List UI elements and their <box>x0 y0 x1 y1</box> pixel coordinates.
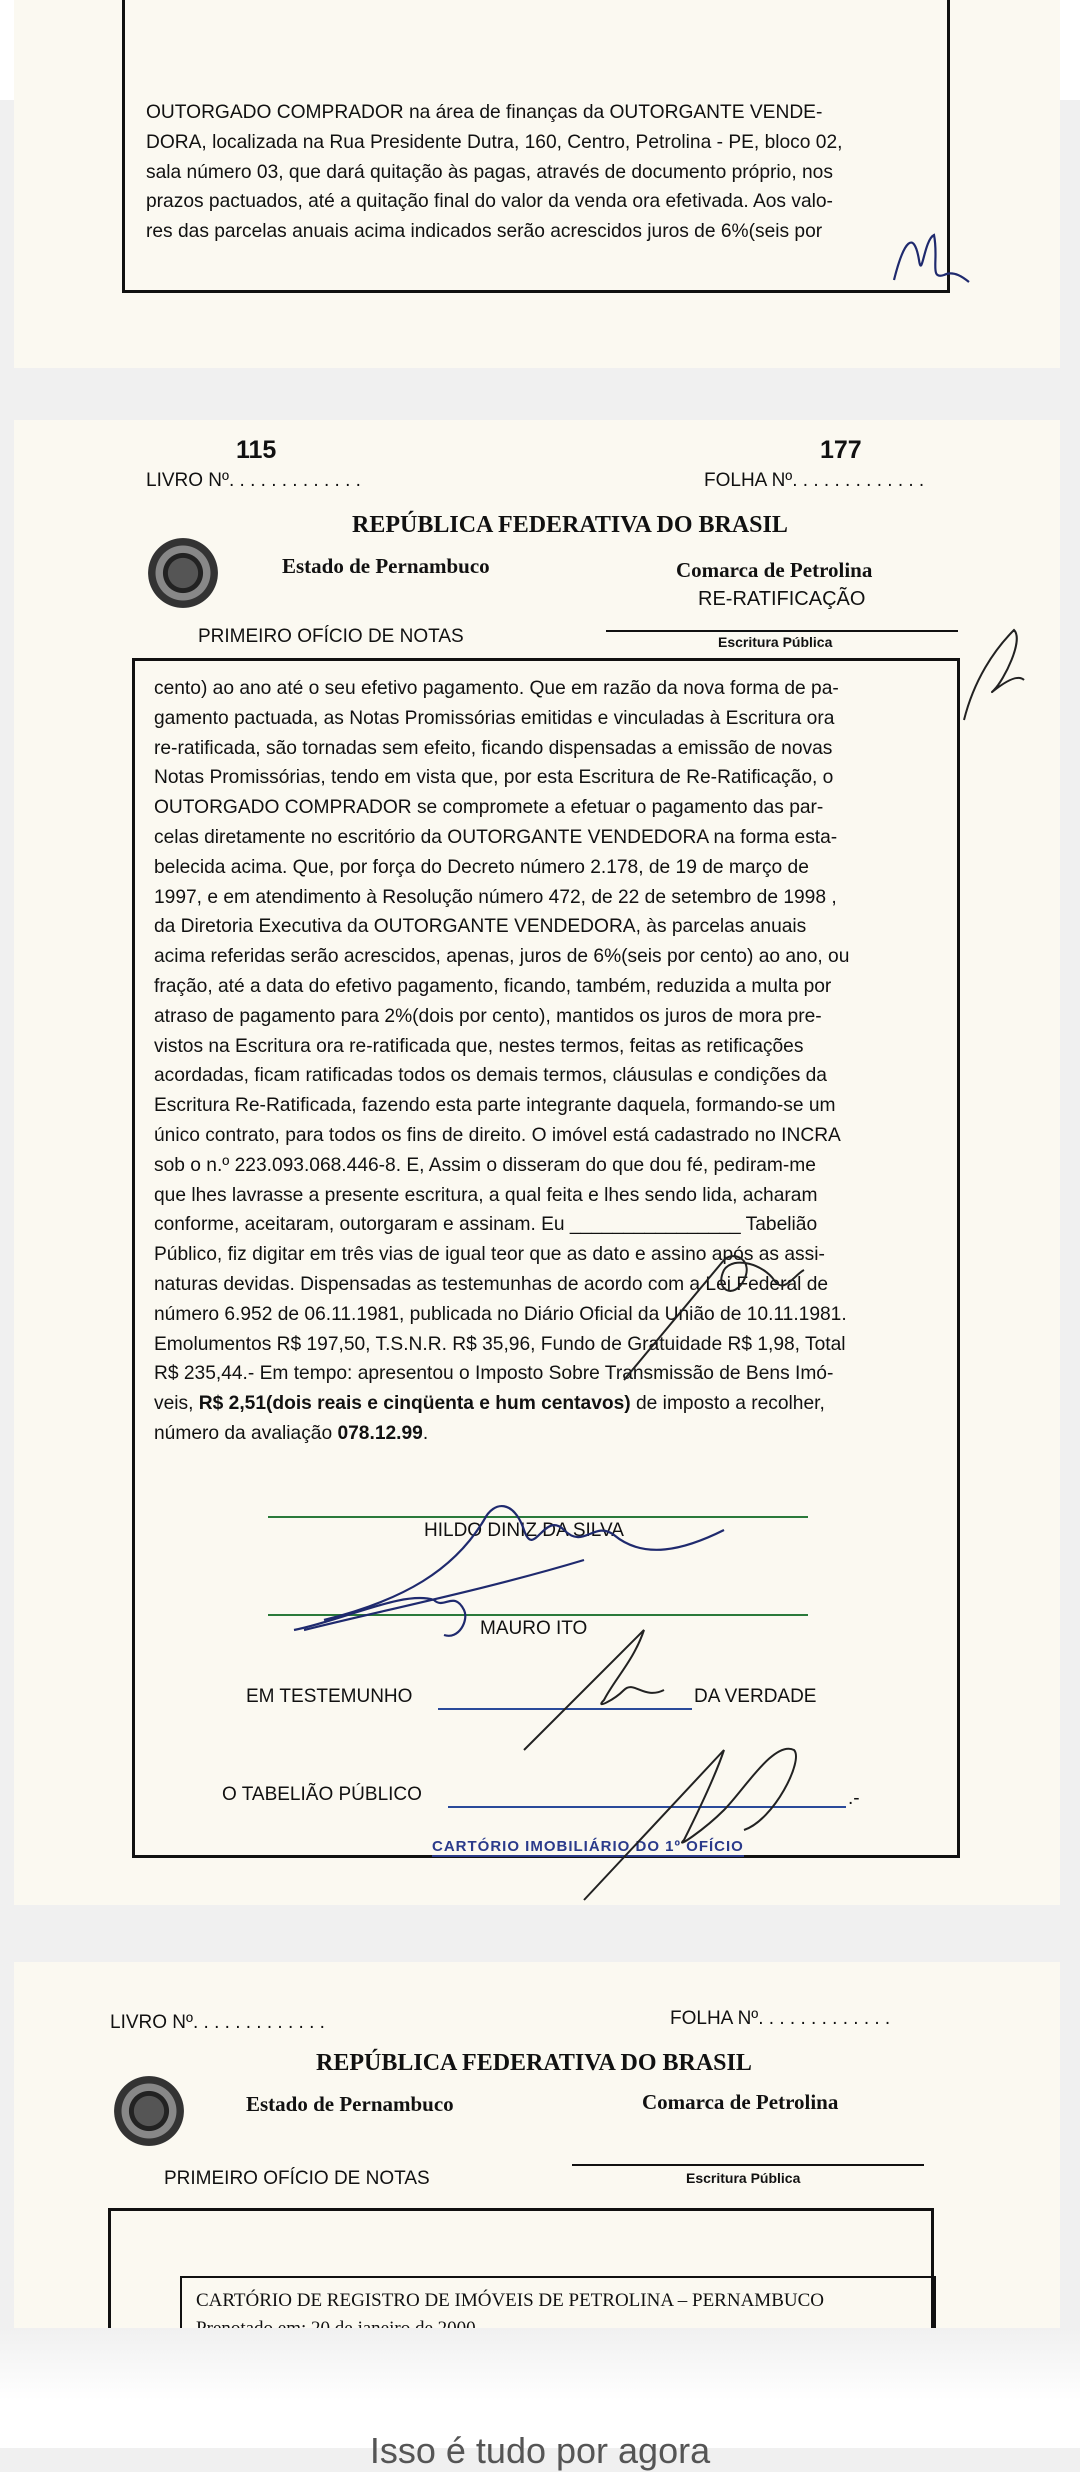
comarca-label: Comarca de Petrolina <box>676 558 873 582</box>
tabeliao-label: O TABELIÃO PÚBLICO <box>222 1784 422 1805</box>
pencil-margin-notes <box>28 880 138 1180</box>
text-line: celas diretamente no escritório da OUTORGANTE VENDEDORA na forma esta- <box>154 826 838 848</box>
text-line: fração, até a data do efetivo pagamento, ficando, também, reduzida a multa por <box>154 975 832 997</box>
text-line: Emolumentos R$ 197,50, T.S.N.R. R$ 35,96, Fundo de Gratuidade R$ 1,98, Total <box>154 1333 846 1355</box>
text-line: OUTORGADO COMPRADOR se compromete a efetuar o pagamento das par- <box>154 797 824 819</box>
office-label: PRIMEIRO OFÍCIO DE NOTAS <box>164 2168 430 2189</box>
header-rule <box>572 2164 924 2166</box>
tabeliao-end: .- <box>848 1788 860 1809</box>
tax-line: veis, R$ 2,51(dois reais e cinqüenta e hum centavos) de imposto a recolher, <box>154 1393 825 1415</box>
doc-type: RE-RATIFICAÇÃO <box>698 588 866 610</box>
folha-label: FOLHA Nº. . . . . . . . . . . . . <box>704 470 925 491</box>
text-line: res das parcelas anuais acima indicados serão acrescidos juros de 6%(seis por <box>146 221 823 243</box>
mauro-signature <box>284 1580 504 1650</box>
header-rule <box>606 630 958 632</box>
initials-signature <box>884 220 974 300</box>
folha-number: 177 <box>820 436 862 464</box>
office-label: PRIMEIRO OFÍCIO DE NOTAS <box>198 626 464 647</box>
republic-heading: REPÚBLICA FEDERATIVA DO BRASIL <box>316 2050 752 2076</box>
text-line: 1997, e em atendimento à Resolução número 472, de 22 de setembro de 1998 , <box>154 886 837 908</box>
document-page-3 <box>14 1962 1060 2328</box>
text-line: Notas Promissórias, tendo em vista que, por esta Escritura de Re-Ratificação, o <box>154 767 834 789</box>
escritura-label: Escritura Pública <box>686 2170 801 2186</box>
page2-body <box>154 674 936 1449</box>
comarca-label: Comarca de Petrolina <box>642 2090 839 2114</box>
eval-line: número da avaliação 078.12.99. <box>154 1422 429 1444</box>
brasil-coat-of-arms <box>114 2076 184 2146</box>
republic-heading: REPÚBLICA FEDERATIVA DO BRASIL <box>352 512 788 538</box>
text-line: gamento pactuada, as Notas Promissórias emitidas e vinculadas à Escritura ora <box>154 707 835 729</box>
escritura-label: Escritura Pública <box>718 634 833 650</box>
text-line: da Diretoria Executiva da OUTORGANTE VENDEDORA, às parcelas anuais <box>154 916 807 938</box>
text-line: OUTORGADO COMPRADOR na área de finanças da OUTORGANTE VENDE- <box>146 102 823 123</box>
text-line: belecida acima. Que, por força do Decreto número 2.178, de 19 de março de <box>154 856 809 878</box>
state-label: Estado de Pernambuco <box>282 554 490 578</box>
signer-2-name: MAURO ITO <box>480 1618 588 1639</box>
text-line: prazos pactuados, até a quitação final do valor da venda ora efetivada. Aos valo- <box>146 191 833 213</box>
text-line: Público, fiz digitar em três vias de igual teor que as dato e assino após as assi- <box>154 1244 825 1266</box>
end-of-feed-text: Isso é tudo por agora <box>369 2430 711 2471</box>
text-line: número 6.952 de 06.11.1981, publicada no Diário Oficial da União de 10.11.1981. <box>154 1303 847 1325</box>
text-line: naturas devidas. Dispensadas as testemunhas de acordo com a Lei Federal de <box>154 1273 829 1295</box>
text-line: R$ 235,44.- Em tempo: apresentou o Imposto Sobre Transmissão de Bens Imó- <box>154 1363 834 1385</box>
text-line: que lhes lavrasse a presente escritura, a qual feita e lhes sendo lida, acharam <box>154 1184 818 1206</box>
text-line: sala número 03, que dará quitação às pagas, através de documento próprio, nos <box>146 161 833 183</box>
tax-amount: R$ 2,51(dois reais e cinqüenta e hum centavos) <box>198 1393 631 1415</box>
page1-text <box>146 98 922 247</box>
state-label: Estado de Pernambuco <box>246 2092 454 2116</box>
text-line: vistos na Escritura ora re-ratificada que, nestes termos, feitas as retificações <box>154 1035 804 1057</box>
livro-label: LIVRO Nº. . . . . . . . . . . . . <box>146 470 361 491</box>
cartorio-stamp: CARTÓRIO IMOBILIÁRIO DO 1º OFÍCIO <box>432 1838 744 1855</box>
verdade-label: DA VERDADE <box>694 1686 817 1707</box>
text-line: conforme, aceitaram, outorgaram e assinam. Eu ________________ Tabelião <box>154 1214 818 1236</box>
eval-number: 078.12.99 <box>337 1422 423 1444</box>
margin-initials <box>954 620 1034 730</box>
text-line: atraso de pagamento para 2%(dois por cento), mantidos os juros de mora pre- <box>154 1005 822 1027</box>
brasil-coat-of-arms <box>148 538 218 608</box>
tabeliao-signature-1 <box>614 1240 814 1390</box>
testemunho-label: EM TESTEMUNHO <box>246 1686 413 1707</box>
text-line: acima referidas serão acrescidos, apenas, juros de 6%(seis por cento) ao ano, ou <box>154 946 850 968</box>
text-line: sob o n.º 223.093.068.446-8. E, Assim o disseram do que dou fé, pediram-me <box>154 1154 816 1176</box>
registry-heading: CARTÓRIO DE REGISTRO DE IMÓVEIS DE PETROLINA – PERNAMBUCO <box>196 2290 824 2311</box>
folha-label: FOLHA Nº. . . . . . . . . . . . . <box>670 2008 891 2029</box>
text-line: DORA, localizada na Rua Presidente Dutra, 160, Centro, Petrolina - PE, bloco 02, <box>146 131 843 153</box>
text-line: único contrato, para todos os fins de direito. O imóvel está cadastrado no INCRA <box>154 1124 841 1146</box>
tabeliao-signature-3 <box>574 1720 814 1910</box>
livro-number: 115 <box>236 436 277 464</box>
text-line: cento) ao ano até o seu efetivo pagamento. Que em razão da nova forma de pa- <box>154 678 839 699</box>
text-line: acordadas, ficam ratificadas todos os demais termos, cláusulas e condições da <box>154 1065 827 1087</box>
signer-1-name: HILDO DINIZ DA SILVA <box>424 1520 624 1541</box>
text-line: re-ratificada, são tornadas sem efeito, ficando dispensadas a emissão de novas <box>154 737 833 759</box>
livro-label: LIVRO Nº. . . . . . . . . . . . . <box>110 2012 325 2033</box>
document-page-1 <box>14 0 1060 368</box>
text-line: Escritura Re-Ratificada, fazendo esta parte integrante daquela, formando-se um <box>154 1095 836 1117</box>
document-page-2 <box>14 420 1060 1905</box>
